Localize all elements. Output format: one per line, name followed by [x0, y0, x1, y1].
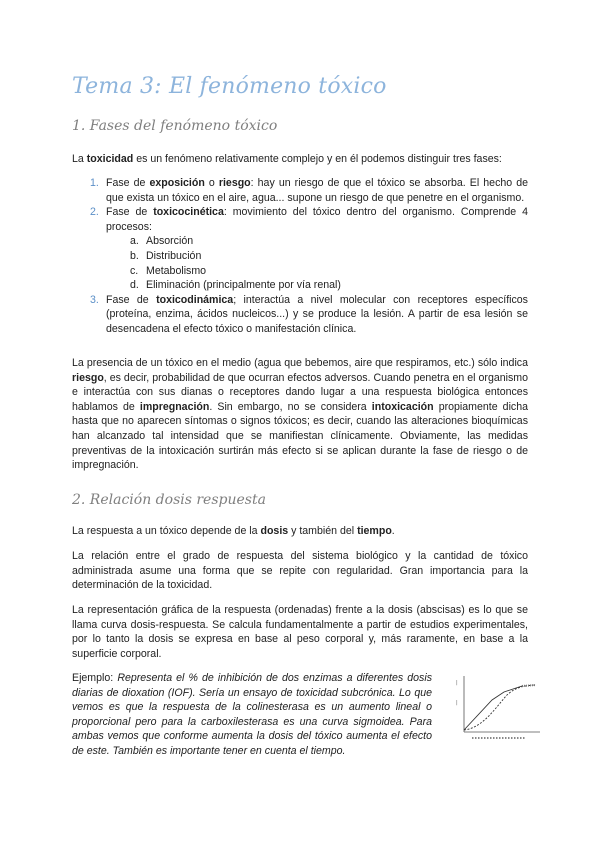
process-item: a. Absorción: [130, 235, 194, 248]
example-paragraph: Ejemplo: Representa el % de inhibición de dos enzimas a diferentes dosis diarias de dioxation (IOF). Sería un ensayo de toxicidad subcrónica. Lo que vemos es que la respuesta de la colinesterasa es un aumento lineal o proporcional pero para la carboxilesterasa es una curva sigmoidea. Para ambas vemos que conforme aumenta la dosis del tóxico aumenta el efecto de este. También es importante tener en cuenta el tiempo.: [72, 672, 432, 757]
section-heading-fases: 1. Fases del fenómeno tóxico: [72, 118, 278, 134]
process-item: d. Eliminación (principalmente por vía renal): [130, 279, 341, 292]
process-item: c. Metabolismo: [130, 264, 207, 277]
relation-paragraph: La relación entre el grado de respuesta del sistema biológico y la cantidad de tóxico administrada asume una forma que se repite con regularidad. Gran importancia para la determinación de la toxicidad.: [72, 550, 528, 592]
page-title: Tema 3: El fenómeno tóxico: [72, 74, 387, 99]
phase-item-toxicocinetica: 2. Fase de toxicocinética: movimiento del tóxico dentro del organismo. Comprende 4 procesos: a. Absorción b. Distribución c. Metabolismo d. Eliminación (principalmente por vía renal): [90, 206, 528, 292]
presence-paragraph: La presencia de un tóxico en el medio (agua que bebemos, aire que respiramos, etc.) sólo indica riesgo, es decir, probabilidad de que ocurran efectos adversos. Cuando penetra en el organismo e interactúa con sus dianas o receptores dando lugar a una respuesta biológica entonces hablamos de impregnación. Sin embargo, no se considera intoxicación propiamente dicha hasta que no aparecen síntomas o signos tóxicos; es decir, cuando las alteraciones bioquímicas han alcanzado tal intensidad que se manifiestan clínicamente. Obviamente, las medidas preventivas de la intoxicación surtirán más efecto si se aplican durante la fase de riesgo o de impregnación.: [72, 357, 528, 472]
phase-item-exposicion: 1. Fase de exposición o riesgo: hay un riesgo de que el tóxico se absorba. El hecho de que exista un tóxico en el aire, agua... supone un riesgo de que penetre en el organismo.: [90, 177, 528, 204]
sigmoid-response-curve: [464, 685, 534, 730]
representation-paragraph: La representación gráfica de la respuesta (ordenadas) frente a la dosis (abscisas) es lo que se llama curva dosis-respuesta. Se calcula fundamentalmente a partir de estudios experimentales, por lo tanto la dosis se expresa en base al peso corporal y, más raramente, en base a la superficie corporal.: [72, 604, 528, 660]
list-number: 3.: [90, 293, 99, 306]
process-item: b. Distribución: [130, 249, 202, 262]
intro-paragraph: La toxicidad es un fenómeno relativamente complejo y en él podemos distinguir tres fases:: [72, 153, 502, 165]
figure-axes: [456, 676, 540, 732]
list-number: 2.: [90, 206, 99, 219]
phase-item-toxicodinamica: 3. Fase de toxicodinámica; interactúa a nivel molecular con receptores específicos (proteína, enzima, ácidos nucleicos...) y se produce la lesión. A partir de esa lesión se desencadena el efecto tóxico o manifestación clínica.: [90, 293, 528, 335]
y-tick-mark: |: [456, 680, 458, 686]
section-heading-dosis: 2. Relación dosis respuesta: [72, 492, 266, 508]
response-paragraph: La respuesta a un tóxico depende de la dosis y también del tiempo.: [72, 525, 395, 537]
process-sublist: [106, 234, 528, 292]
y-tick-mark: |: [456, 700, 458, 706]
dose-response-figure: [452, 670, 544, 748]
linear-response-curve: [464, 686, 522, 730]
list-number: 1.: [90, 177, 99, 189]
phases-list: [90, 176, 528, 337]
